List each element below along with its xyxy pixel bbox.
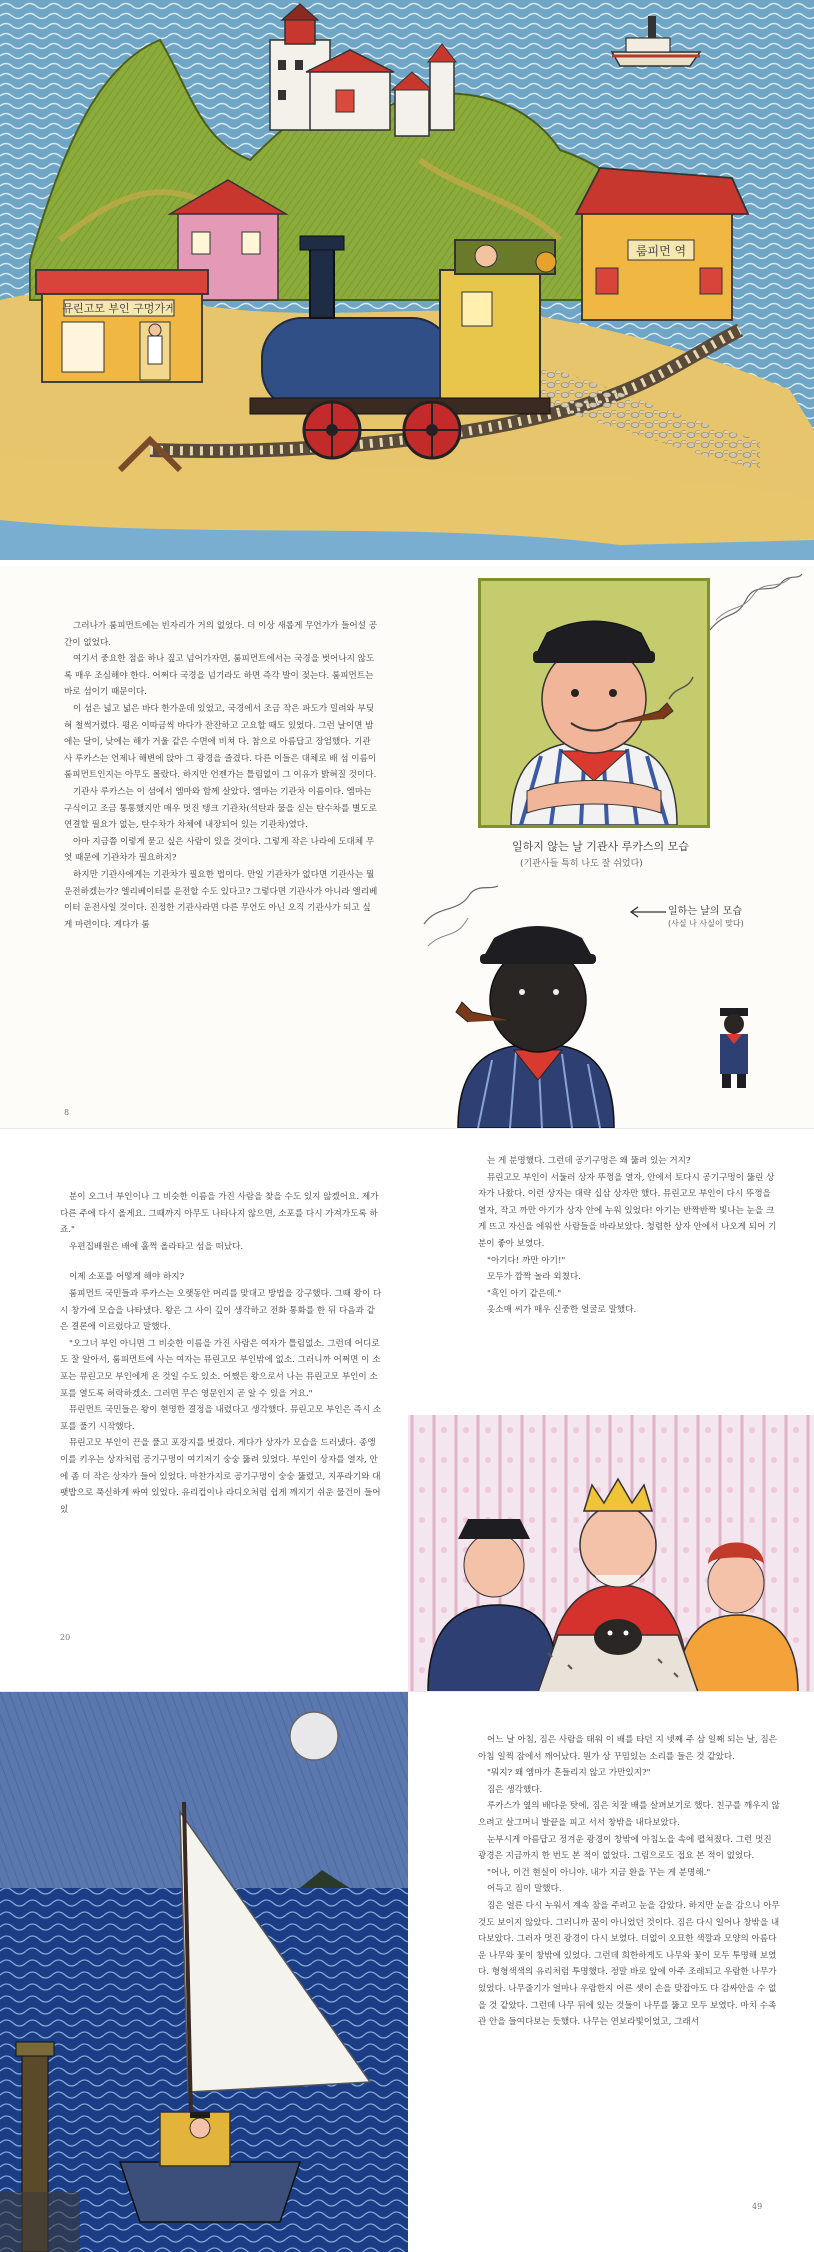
illustration-island-town bbox=[0, 0, 814, 560]
pipe-smoke-scribble bbox=[706, 570, 806, 640]
paragraph: 이제 소포를 어떻게 해야 하지? bbox=[69, 1272, 185, 1283]
paragraph: 이 섬은 넓고 넓은 바다 한가운데 있었고, 국경에서 조금 작은 파도가 밀려와 부딪혀 철썩거렸다. 평온 이따금씩 바다가 잔잔하고 고요할 때도 있었다. 그런 날이면 밤에는 달이, 낮에는 해가 거울 같은 수면에 비쳐 다. 참으로 아름답고 장엄했다. 기관사 루카스는 언제나 해변에 앉아 그 광경을 즐겼다. 다른 이들은 대체로 배 섬 이름이 룸피먼트인지는 아무도 몰랐다. 하지만 언젠가는 틀림없이 그 이유가 밝혀질 것이다. bbox=[64, 703, 377, 781]
paragraph: "흑인 아기 같은데." bbox=[487, 1288, 562, 1299]
paragraph: 어득고 짐이 말했다. bbox=[487, 1884, 562, 1895]
paragraph: 눈부시게 아름답고 정겨운 광경이 창밖에 아침노을 속에 펼쳐졌다. 그런 멋진 광경은 지금까지 한 번도 본 적이 없었다. 그림으로도 접요 본 적이 없었다. bbox=[478, 1834, 772, 1862]
general-store bbox=[36, 270, 208, 382]
paragraph: 루카스가 옆의 배다운 탓에, 짐은 치잘 배를 살펴보기로 했다. 친구를 깨우지 않으려고 살그머니 발끝을 피고 서서 창밖을 내다보았다. bbox=[478, 1801, 780, 1828]
page-number: 49 bbox=[752, 2202, 763, 2211]
paragraph: 룸피먼트 국민들과 루카스는 오랫동안 머리를 맞대고 방법을 강구했다. 그때 왕이 다시 창가에 모습을 나타냈다. 왕은 그 사이 깊이 생각하고 전화 통화를 한 뒤 다음과 같은 결론에 이르렀다고 말했다. bbox=[60, 1288, 382, 1333]
paragraph: 우편집배원은 배에 훌쩍 올라타고 섬을 떠났다. bbox=[69, 1241, 244, 1252]
lukas-portrait-illustration bbox=[481, 581, 707, 825]
paragraph: 짐은 얼른 다시 누워서 계속 잠을 주려고 눈을 감았다. 하지만 눈을 감으니 아무것도 보이지 않았다. 그러니까 꿈이 아니었던 것이다. 짐은 다시 일어나 창밖을 내다보았다. 그러자 멋진 광경이 다시 보였다. 더없이 오묘한 색깔과 모양의 아름다운 나무와 꽃이 창밖에 있었다. 그런데 희한하게도 나무와 꽃이 모두 투명해 보였다. 형형색색의 유리처럼 투명했다. 정말 바로 앞에 아주 조레되고 우람한 나무가 있었다. 나무줄기가 얼마나 우람한지 어른 셋이 손을 맞잡아도 다 감싸안을 수 없을 것 같았다. 그런데 나무 뒤에 있는 것들이 나무를 뚫고 모두 보였다. 마치 수족관 안을 들여다보는 듯했다. 나무는 연보라빛이었고, 그래서 bbox=[478, 1900, 780, 2028]
book-spread-page-8 bbox=[0, 566, 814, 1128]
paragraph: 모두가 깜짝 놀라 외쳤다. bbox=[487, 1272, 581, 1283]
paragraph: "아기다! 까만 아기!" bbox=[487, 1255, 566, 1266]
paragraph: "어나, 이건 현실이 아니야. 내가 지금 환을 꾸는 게 분명해." bbox=[487, 1867, 711, 1878]
paragraph: 뮤린먼트 국민들은 왕이 현명한 결정을 내렸다고 생각했다. 뮤린고모 부인은 즉시 소포를 풀기 시작했다. bbox=[60, 1405, 382, 1432]
paragraph: 어느 날 아침, 짐은 사람을 태워 이 배를 타던 지 넷째 주 삼 일째 되는 날, 짐은 아침 일찍 잠에서 깨어났다. 뭔가 상 꾸밈있는 소리를 들은 것 같았다. bbox=[478, 1735, 777, 1762]
station-building bbox=[576, 168, 748, 320]
page-number: 8 bbox=[64, 1108, 70, 1117]
caption-working-note: (사실 나 사실이 맞다) bbox=[668, 919, 744, 928]
baby-in-box-illustration bbox=[408, 1415, 814, 1691]
book-spread-page-20 bbox=[0, 1128, 814, 1691]
paragraph: 기관사 루카스는 이 섬에서 엠마와 함께 살았다. 엠마는 기관차 이름이다. 엠마는 구식이고 조금 통통했지만 매우 멋진 탱크 기관차(석탄과 물을 싣는 탄수차를 별도로 연결할 필요가 없는, 탄수차가 차체에 내장되어 있는 기관차)였다. bbox=[64, 786, 377, 831]
lukas-working-illustration bbox=[418, 884, 618, 1128]
caption-portrait-note: (기관사들 특히 나도 잘 쉬었다) bbox=[520, 859, 643, 869]
paragraph: 아마 지금쯤 이렇게 묻고 싶은 사람이 있을 것이다. 그렇게 작은 나라에 도대체 무엇 때문에 기관차가 필요하지? bbox=[64, 836, 375, 864]
paragraph: "뭐지? 왜 엠마가 흔들리지 않고 가만있지?" bbox=[487, 1768, 651, 1779]
paragraph: 뮤린고모 부인이 서둘러 상자 뚜껑을 열자, 안에서 토다시 공기구멍이 뚫린 상자가 나왔다. 이런 상자는 대략 십삼 상자만 했다. 뮤린고모 부인이 다시 뚜껑을 열자, 작고 까만 아기가 상자 안에 누워 있었다! 아기는 반짝반짝 빛나는 눈을 크게 뜨고 자신을 에워싼 사람들을 바라보았다. 청렴한 상자 안에서 나오게 되어 기분이 좋아 보였다. bbox=[478, 1172, 777, 1249]
station-sign-text: 룸피먼 역 bbox=[635, 244, 687, 258]
sailboat-night-sea-illustration bbox=[0, 1692, 408, 2252]
paragraph: 짐은 생각했다. bbox=[487, 1784, 543, 1795]
caption-working: 일하는 날의 모습 bbox=[668, 906, 742, 917]
paragraph: 는 게 분명했다. 그런데 공기구멍은 왜 뚫려 있는 거지? bbox=[487, 1156, 691, 1166]
paragraph: 하지만 기관사에게는 기관차가 필요한 법이다. 만일 기관차가 없다면 기관사는 뭘 운전하겠는가? 엘리베이터를 운전할 수도 있다고? 그렇다면 기관사가 아니라 엘리베이터 운전사일 것이다. 진정한 기관사라면 다른 무언도 아닌 오직 기관사가 되고 싶게 마련이다. 게다가 룸 bbox=[64, 869, 378, 930]
page-number: 20 bbox=[60, 1633, 71, 1642]
island-town-illustration bbox=[0, 0, 814, 560]
caption-portrait: 일하지 않는 날 기관사 루카스의 모습 bbox=[512, 840, 689, 853]
paragraph: 그러나가 룸피먼트에는 빈자리가 거의 없었다. 더 이상 새롭게 무언가가 들어설 공간이 없었다. bbox=[64, 621, 378, 648]
paragraph: 뮤린고모 부인이 끈을 풀고 포장지를 벗겼다. 게다가 상자가 모습을 드러냈다. 종앵이를 키우는 상자처럼 공기구멍이 여기저기 숭숭 뚫려 있었다. 부인이 상자를 열자, 안에 좀 더 작은 상자가 들어 있었다. 마찬가지로 공기구멍이 숭숭 뚫렸고, 지푸라기와 대팻밥으로 푹신하게 싸여 있었다. 유리컵이나 라디오처럼 쉽게 깨지기 쉬운 물건이 들어 있 bbox=[60, 1438, 381, 1515]
page-20-text bbox=[60, 1189, 382, 1518]
paragraph: "오그너 부인 아니면 그 비슷한 이름을 가진 사람은 여자가 틀림없소. 그런데 어디로도 잘 알아서, 룸피먼트에 사는 여자는 뮤린고모 부인밖에 없소. 그러니까 어쩌면 이 소포는 뮤린고모 부인에게 온 것일 수도 있소. 어쨌든 왕으로서 나는 뮤린고모 부인이 소포를 열도록 허락하겠소. 그러면 무슨 영문인지 곧 알 수 있을 거요." bbox=[60, 1338, 381, 1399]
page-49-text bbox=[478, 1732, 780, 2031]
book-spread-page-49 bbox=[0, 1691, 814, 2252]
paragraph: 분이 오그너 부인이나 그 비슷한 이름을 가진 사람을 찾을 수도 있지 않겠어요. 제가 다른 주에 다시 올게요. 그때까지 아무도 나타나지 않으면, 소포를 다시 가져가도록 하죠." bbox=[60, 1192, 379, 1236]
arrow-icon bbox=[628, 906, 668, 918]
page-21-text bbox=[478, 1153, 778, 1319]
shop-sign-text: 뮤린고모 부인 구멍가게 bbox=[62, 302, 176, 315]
paragraph: 옷소매 씨가 매우 신중한 얼굴로 말했다. bbox=[487, 1305, 637, 1316]
paragraph: 여기서 중요한 점을 하나 짚고 넘어가자면, 룸피먼트에서는 국경을 벗어나지 않도록 매우 조심해야 한다. 어쩌다 국경을 넘기라도 하면 즉각 발이 젖는다. 룸피먼트는 바로 섬이기 때문이다. bbox=[64, 654, 375, 698]
portrait-frame bbox=[478, 578, 710, 828]
small-lukas-figure bbox=[706, 992, 762, 1092]
page-8-text bbox=[64, 618, 378, 933]
